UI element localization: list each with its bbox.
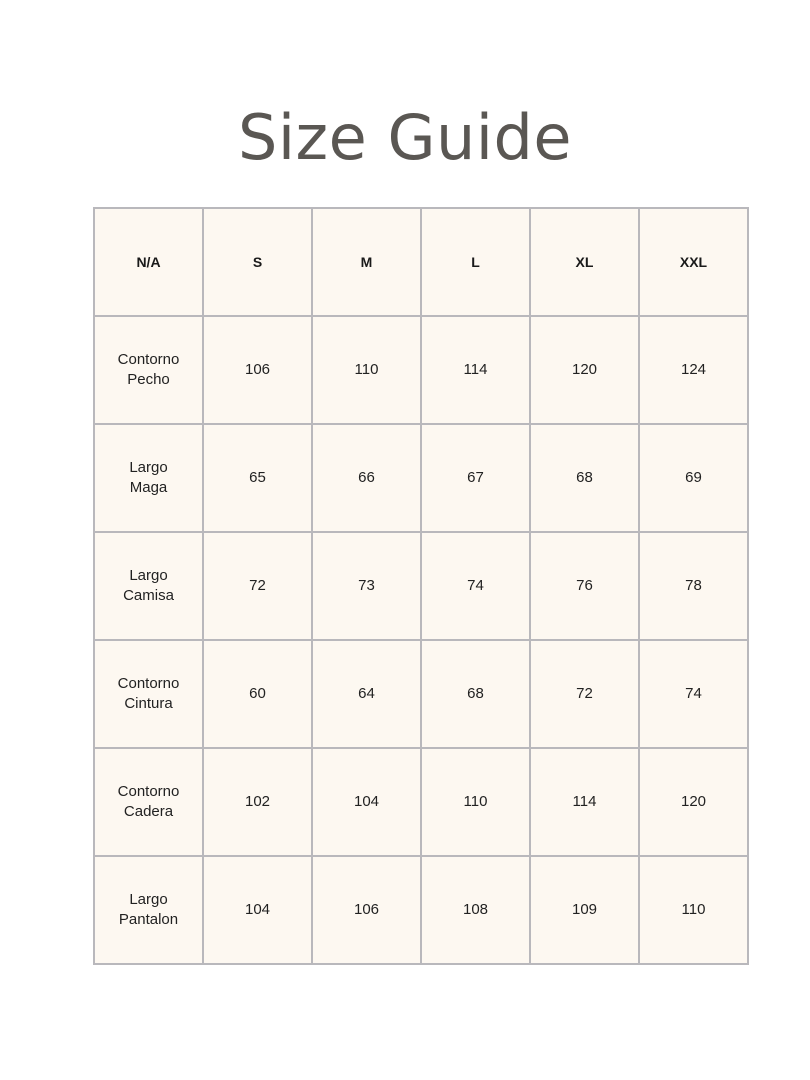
table-cell: 65 — [203, 424, 312, 532]
table-cell: 124 — [639, 316, 748, 424]
table-cell: 69 — [639, 424, 748, 532]
size-table — [93, 207, 749, 965]
header-cell: S — [203, 208, 312, 316]
row-label-line: Contorno — [117, 351, 180, 368]
table-cell: 72 — [203, 532, 312, 640]
table-cell: 120 — [530, 316, 639, 424]
row-label-cell — [94, 748, 203, 856]
header-cell: XXL — [639, 208, 748, 316]
table-cell: 73 — [312, 532, 421, 640]
table-cell: 104 — [312, 748, 421, 856]
table-row — [94, 640, 748, 748]
table-cell: 106 — [312, 856, 421, 964]
table-cell: 67 — [421, 424, 530, 532]
row-label-cell — [94, 424, 203, 532]
table-cell: 66 — [312, 424, 421, 532]
header-cell: XL — [530, 208, 639, 316]
table-cell: 68 — [530, 424, 639, 532]
row-label-line: Pecho — [127, 371, 170, 388]
row-label-line: Maga — [129, 479, 168, 496]
row-label-line: Contorno — [117, 783, 180, 800]
table-cell: 74 — [421, 532, 530, 640]
row-label-line: Largo — [129, 459, 168, 476]
table-cell: 74 — [639, 640, 748, 748]
row-label-line: Camisa — [123, 587, 174, 604]
table-cell: 110 — [639, 856, 748, 964]
table-cell: 109 — [530, 856, 639, 964]
table-cell: 120 — [639, 748, 748, 856]
row-label-line: Largo — [129, 567, 168, 584]
row-label-cell — [94, 532, 203, 640]
table-cell: 68 — [421, 640, 530, 748]
table-cell: 110 — [421, 748, 530, 856]
page-title: Size Guide — [237, 101, 573, 174]
header-cell: M — [312, 208, 421, 316]
header-cell: N/A — [94, 208, 203, 316]
row-label-line: Cintura — [124, 695, 173, 712]
table-row — [94, 748, 748, 856]
table-row — [94, 424, 748, 532]
table-row — [94, 532, 748, 640]
row-label-line: Pantalon — [118, 911, 179, 928]
table-header-row — [94, 208, 748, 316]
table-cell: 78 — [639, 532, 748, 640]
table-cell: 104 — [203, 856, 312, 964]
table-cell: 110 — [312, 316, 421, 424]
row-label-cell — [94, 316, 203, 424]
table-cell: 106 — [203, 316, 312, 424]
table-cell: 102 — [203, 748, 312, 856]
row-label-cell — [94, 640, 203, 748]
row-label-line: Cadera — [123, 803, 174, 820]
table-cell: 72 — [530, 640, 639, 748]
table-cell: 60 — [203, 640, 312, 748]
table-row — [94, 856, 748, 964]
row-label-cell — [94, 856, 203, 964]
table-row — [94, 316, 748, 424]
table-cell: 114 — [421, 316, 530, 424]
table-cell: 76 — [530, 532, 639, 640]
table-cell: 114 — [530, 748, 639, 856]
table-cell: 64 — [312, 640, 421, 748]
table-cell: 108 — [421, 856, 530, 964]
row-label-line: Contorno — [117, 675, 180, 692]
header-cell: L — [421, 208, 530, 316]
row-label-line: Largo — [129, 891, 168, 908]
